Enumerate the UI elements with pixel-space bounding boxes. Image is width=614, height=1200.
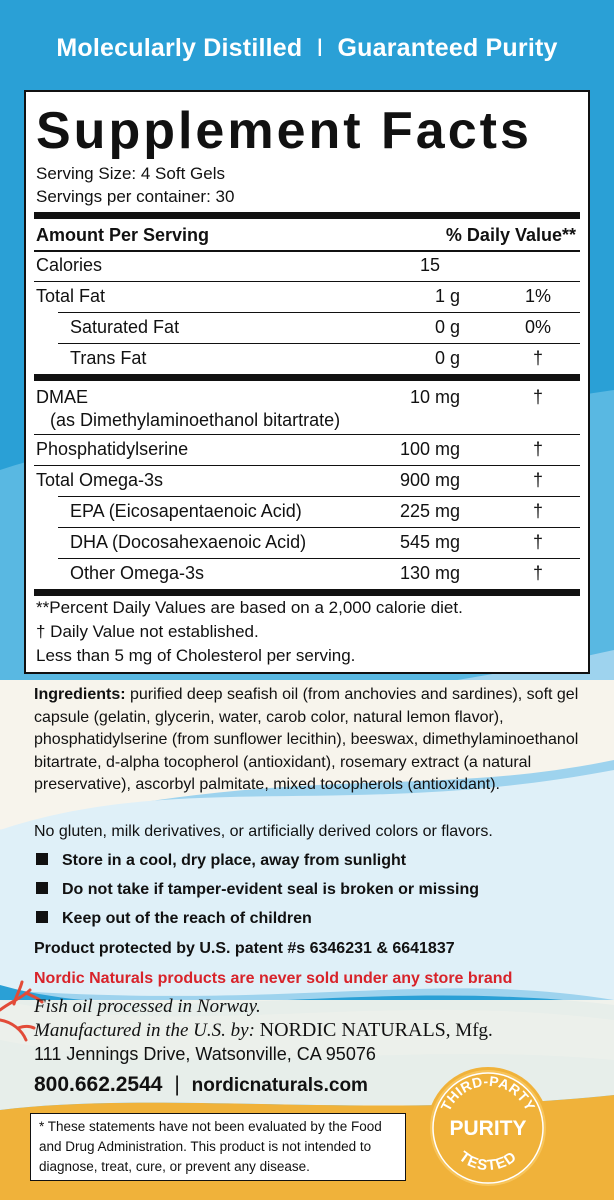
- row-amount: 15: [419, 255, 440, 275]
- seal-bottom-text: TESTED: [455, 1148, 521, 1175]
- row-name: Trans Fat: [70, 348, 147, 368]
- row-amount: 130 mg: [399, 563, 460, 583]
- purity-seal-icon: [424, 1064, 552, 1192]
- row-name: Saturated Fat: [70, 317, 180, 337]
- row-name: DHA (Docosahexaenoic Acid): [70, 532, 307, 552]
- tagline: [0, 34, 614, 63]
- ingredients-label: Ingredients:: [34, 686, 126, 703]
- bullet-text: Do not take if tamper-evident seal is broken or missing: [62, 881, 479, 898]
- row-dv: †: [532, 501, 543, 521]
- row-amount: 900 mg: [399, 470, 460, 490]
- col-daily-value: % Daily Value**: [445, 225, 576, 245]
- ingredients: [34, 684, 590, 797]
- manufacturer-name: NORDIC NATURALS: [259, 1019, 446, 1041]
- row-amount: 10 mg: [409, 387, 460, 407]
- facts-row: [36, 527, 576, 557]
- row-dv: †: [532, 532, 543, 552]
- bullet-item: [36, 910, 312, 928]
- fda-disclaimer: * These statements have not been evaluated by the Food and Drug Administration. This product is not intended to diagnose, treat, cure, or prevent any disease.: [30, 1113, 406, 1181]
- address: 111 Jennings Drive, Watsonville, CA 95076: [34, 1044, 376, 1064]
- row-name: Total Fat: [36, 286, 106, 306]
- facts-row-sub: [36, 405, 576, 435]
- row-name: Phosphatidylserine: [36, 439, 189, 459]
- row-amount: 0 g: [434, 317, 460, 337]
- row-name: Calories: [36, 255, 103, 275]
- row-name: Other Omega-3s: [70, 563, 205, 583]
- serving-size: Serving Size: 4 Soft Gels: [36, 164, 225, 183]
- row-amount: 1 g: [434, 286, 460, 306]
- tagline-left: Molecularly Distilled: [56, 34, 303, 62]
- row-name: Total Omega-3s: [36, 470, 164, 490]
- bullet-square-icon: [36, 853, 48, 865]
- facts-row: [36, 281, 576, 311]
- contact-line: [34, 1073, 368, 1097]
- manufactured-prefix: Manufactured in the U.S. by:: [34, 1020, 260, 1041]
- row-dv: †: [532, 470, 543, 490]
- thick-rule: [34, 212, 580, 219]
- facts-row: [36, 465, 576, 495]
- footnote-daily-values: **Percent Daily Values are based on a 2,000 calorie diet.: [36, 598, 463, 617]
- mfg-suffix: , Mfg.: [445, 1020, 493, 1041]
- bullet-square-icon: [36, 882, 48, 894]
- row-dv: †: [532, 387, 543, 407]
- contact-separator: |: [174, 1073, 180, 1096]
- col-amount: Amount Per Serving: [36, 225, 210, 245]
- row-amount: 225 mg: [399, 501, 460, 521]
- facts-row: [36, 496, 576, 526]
- facts-row: [36, 343, 576, 373]
- bullet-item: [36, 881, 479, 899]
- facts-title: Supplement Facts: [36, 102, 532, 160]
- seal-middle-text: PURITY: [449, 1117, 527, 1140]
- thick-rule: [34, 374, 580, 381]
- store-brand-note: Nordic Naturals products are never sold under any store brand: [34, 970, 513, 987]
- bullet-text: Store in a cool, dry place, away from sunlight: [62, 852, 407, 869]
- footnote-not-established: † Daily Value not established.: [36, 622, 259, 641]
- row-subtext: (as Dimethylaminoethanol bitartrate): [50, 410, 341, 430]
- row-dv: 1%: [524, 286, 551, 306]
- servings-per-container: Servings per container: 30: [36, 187, 235, 206]
- seal-top-text: THIRD-PARTY: [437, 1072, 539, 1114]
- facts-row: [36, 250, 576, 280]
- row-name: DMAE: [36, 387, 89, 407]
- bullet-text: Keep out of the reach of children: [62, 910, 312, 927]
- tagline-separator: I: [316, 34, 324, 62]
- tagline-right: Guaranteed Purity: [337, 34, 558, 62]
- row-dv: †: [532, 439, 543, 459]
- row-dv: †: [532, 563, 543, 583]
- supplement-facts-panel: [24, 90, 590, 674]
- patent-note: Product protected by U.S. patent #s 6346231 & 6641837: [34, 940, 455, 957]
- processed-note: Fish oil processed in Norway.: [34, 996, 261, 1017]
- no-gluten-note: No gluten, milk derivatives, or artificially derived colors or flavors.: [34, 823, 493, 840]
- facts-row: [36, 434, 576, 464]
- manufactured-note: [34, 1019, 493, 1042]
- facts-row: [36, 312, 576, 342]
- row-amount: 545 mg: [399, 532, 460, 552]
- ingredients-text: purified deep seafish oil (from anchovies and sardines), soft gel capsule (gelatin, glycerin, water, carob color, natural lemon flavor), phosphatidylserine (from sunflower lecithin), beeswax, dimethylaminoethanol bitartrate, d-alpha tocopherol (antioxidant), rosemary extract (a natural preservative), ascorbyl palmitate, mixed tocopherols (antioxidant).: [34, 686, 579, 793]
- row-dv: †: [532, 348, 543, 368]
- phone-number[interactable]: 800.662.2544: [34, 1073, 163, 1096]
- row-amount: 0 g: [434, 348, 460, 368]
- website-link[interactable]: nordicnaturals.com: [191, 1075, 368, 1096]
- row-amount: 100 mg: [399, 439, 460, 459]
- footnote-cholesterol: Less than 5 mg of Cholesterol per serving.: [36, 646, 356, 665]
- facts-row: [36, 558, 576, 588]
- bullet-square-icon: [36, 911, 48, 923]
- thick-rule: [34, 589, 580, 596]
- bullet-item: [36, 852, 406, 870]
- row-dv: 0%: [524, 317, 551, 337]
- facts-header-row: [36, 220, 576, 250]
- row-name: EPA (Eicosapentaenoic Acid): [70, 501, 302, 521]
